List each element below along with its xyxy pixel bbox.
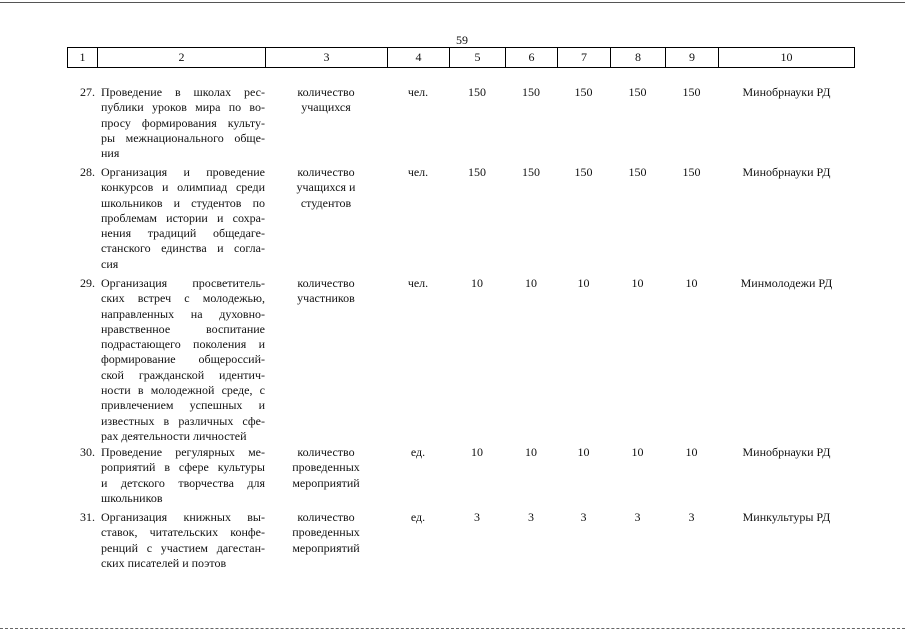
indicator-line: участников <box>297 291 355 306</box>
description-line: просу формирования культу- <box>101 115 265 130</box>
row-description <box>101 276 265 444</box>
row-unit: чел. <box>407 276 429 290</box>
indicator-line: количество <box>297 510 355 524</box>
description-line: Организация книжных вы- <box>101 510 265 524</box>
header-col-5: 5 <box>449 48 505 67</box>
row-value-9: 3 <box>688 510 695 524</box>
indicator-line: учащихся <box>301 100 351 115</box>
header-col-10: 10 <box>718 48 855 67</box>
row-value-5: 10 <box>471 445 483 459</box>
row-value-9: 150 <box>682 85 701 99</box>
indicator-line: мероприятий <box>292 475 360 490</box>
table-header <box>67 47 855 68</box>
description-line: сия <box>101 256 119 271</box>
row-number: 30. <box>80 445 95 459</box>
header-col-9: 9 <box>665 48 718 67</box>
row-number: 31. <box>80 510 95 524</box>
row-value-6: 10 <box>525 276 537 290</box>
row-value-9: 10 <box>685 445 698 459</box>
row-unit: чел. <box>407 165 429 179</box>
page-number: 59 <box>456 33 468 47</box>
row-unit: чел. <box>407 85 429 99</box>
row-value-5: 10 <box>471 276 483 290</box>
description-line: Проведение в школах рес- <box>101 85 265 99</box>
row-value-7: 150 <box>574 85 593 99</box>
description-line: ренций с участием дагестан- <box>101 540 265 555</box>
description-line: ских писателей и поэтов <box>101 555 227 570</box>
row-number: 28. <box>80 165 95 179</box>
row-value-6: 150 <box>522 165 540 179</box>
row-description <box>101 165 265 272</box>
row-value-7: 10 <box>577 276 590 290</box>
row-value-9: 150 <box>682 165 701 179</box>
description-line: и детского творчества для <box>101 475 265 490</box>
indicator-line: количество <box>297 85 355 99</box>
indicator-line: количество <box>297 276 355 290</box>
description-line: школьников <box>101 490 163 505</box>
row-unit: ед. <box>410 445 426 459</box>
row-number: 29. <box>80 276 95 290</box>
row-value-8: 3 <box>634 510 641 524</box>
row-value-6: 150 <box>522 85 540 99</box>
description-line: Организация и проведение <box>101 165 265 179</box>
indicator-line: проведенных <box>292 460 360 475</box>
description-line: ских встреч с молодежью, <box>101 291 265 306</box>
description-line: проблемам истории и сохра- <box>101 210 265 225</box>
row-indicator <box>265 276 387 307</box>
scan-top-edge <box>0 2 905 3</box>
description-line: нравственное воспитание <box>101 321 265 336</box>
indicator-line: проведенных <box>292 525 360 540</box>
row-value-5: 150 <box>468 165 486 179</box>
row-description <box>101 85 265 161</box>
row-value-8: 150 <box>628 85 647 99</box>
description-line: формирование общероссий- <box>101 352 265 367</box>
description-line: конкурсов и олимпиад среди <box>101 180 265 195</box>
header-col-2: 2 <box>97 48 265 67</box>
row-value-9: 10 <box>685 276 698 290</box>
scan-bottom-edge <box>0 628 905 629</box>
row-value-7: 150 <box>574 165 593 179</box>
description-line: рах деятельности личностей <box>101 428 247 443</box>
header-col-3: 3 <box>265 48 387 67</box>
description-line: Проведение регулярных ме- <box>101 445 265 459</box>
row-value-5: 3 <box>474 510 480 524</box>
indicator-line: студентов <box>300 195 352 210</box>
row-indicator <box>265 510 387 556</box>
row-value-7: 3 <box>580 510 587 524</box>
description-line: школьников и студентов по <box>101 195 265 210</box>
row-responsible: Минобрнауки РД <box>742 165 831 179</box>
row-responsible: Минобрнауки РД <box>742 445 831 459</box>
row-indicator <box>265 445 387 491</box>
row-description <box>101 510 265 571</box>
header-col-4: 4 <box>387 48 449 67</box>
indicator-line: количество <box>297 445 355 459</box>
row-responsible: Минобрнауки РД <box>742 85 831 99</box>
row-value-7: 10 <box>577 445 590 459</box>
row-value-5: 150 <box>468 85 486 99</box>
row-value-6: 3 <box>528 510 534 524</box>
description-line: ния <box>101 146 120 161</box>
header-col-6: 6 <box>505 48 557 67</box>
description-line: ской гражданской идентич- <box>101 367 265 382</box>
row-unit: ед. <box>410 510 426 524</box>
description-line: известных в различных сфе- <box>101 413 265 428</box>
description-line: роприятий в сфере культуры <box>101 460 265 475</box>
row-responsible: Минмолодежи РД <box>740 276 833 290</box>
row-value-8: 10 <box>631 276 644 290</box>
description-line: ры межнационального обще- <box>101 130 265 145</box>
row-indicator <box>265 165 387 211</box>
row-responsible: Минкультуры РД <box>742 510 831 524</box>
description-line: публики уроков мира по во- <box>101 100 265 115</box>
row-indicator <box>265 85 387 116</box>
indicator-line: мероприятий <box>292 540 360 555</box>
description-line: направленных на духовно- <box>101 306 265 321</box>
description-line: подрастающего поколения и <box>101 337 265 352</box>
row-description <box>101 445 265 506</box>
indicator-line: учащихся и <box>296 180 356 195</box>
header-col-8: 8 <box>610 48 665 67</box>
description-line: ности в молодежной среде, с <box>101 383 265 398</box>
header-col-7: 7 <box>557 48 610 67</box>
description-line: нения традиций общедаге- <box>101 226 265 241</box>
description-line: ставок, читательских конфе- <box>101 525 265 540</box>
row-value-8: 10 <box>631 445 644 459</box>
description-line: Организация просветитель- <box>101 276 265 290</box>
description-line: станского единства и согла- <box>101 241 265 256</box>
row-value-8: 150 <box>628 165 647 179</box>
header-col-1: 1 <box>67 48 97 67</box>
row-number: 27. <box>80 85 95 99</box>
description-line: привлечением успешных и <box>101 398 265 413</box>
row-value-6: 10 <box>525 445 537 459</box>
indicator-line: количество <box>297 165 355 179</box>
